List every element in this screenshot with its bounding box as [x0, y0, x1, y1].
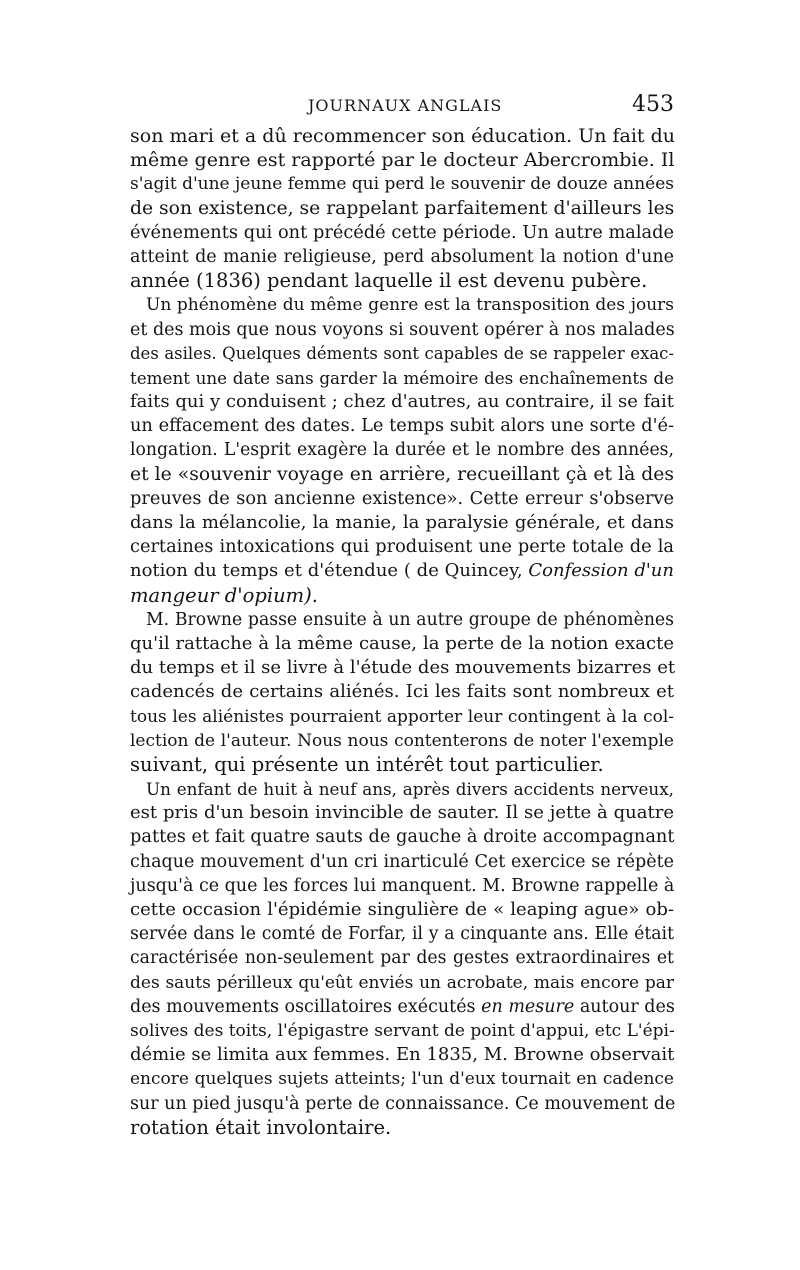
text-line: rotation était involontaire. — [130, 1115, 392, 1139]
text-line: faits qui y conduisent ; chez d'autres, au contraire, il se fait — [130, 391, 674, 413]
text-line: lection de l'auteur. Nous nous contenterons de noter l'exemple — [130, 730, 674, 751]
italic-phrase: en mesure — [481, 996, 575, 1017]
text-line-part: autour des — [579, 996, 675, 1017]
italic-citation: Confession d'un — [528, 560, 674, 582]
text-line: tement une date sans garder la mémoire des enchaînements de — [130, 367, 674, 388]
text-line: preuves de son ancienne existence». Cette erreur s'observe — [130, 488, 674, 509]
text-line: atteint de manie religieuse, perd absolument la notion d'une — [130, 246, 674, 267]
text-line: sur un pied jusqu'à perte de connaissance. Ce mouvement de — [130, 1093, 676, 1114]
text-line: démie se limita aux femmes. En 1835, M. Browne observait — [130, 1044, 675, 1066]
text-line: du temps et il se livre à l'étude des mouvements bizarres et — [130, 657, 676, 679]
text-line: des sauts périlleux qu'eût enviés un acrobate, mais encore par — [130, 972, 674, 993]
page-number: 453 — [632, 92, 674, 117]
text-line: même genre est rapporté par le docteur Abercrombie. Il — [130, 149, 675, 172]
text-line: servée dans le comté de Forfar, il y a cinquante ans. Elle était — [130, 924, 674, 945]
text-line: caractérisée non-seulement par des gestes extraordinaires et — [130, 948, 674, 969]
text-line: des asiles. Quelques déments sont capables de se rappeler exac- — [130, 343, 674, 363]
running-title: JOURNAUX ANGLAIS — [308, 96, 503, 115]
text-line: cadencés de certains aliénés. Ici les faits sont nombreux et — [130, 681, 674, 703]
text-line: pattes et fait quatre sauts de gauche à droite accompagnant — [130, 827, 675, 848]
text-line: tous les aliénistes pourraient apporter leur contingent à la col- — [130, 706, 674, 727]
text-line: son mari et a dû recommencer son éducation. Un fait du — [130, 125, 676, 147]
text-line: certaines intoxications qui produisent une perte totale de la — [130, 537, 674, 558]
text-line: est pris d'un besoin invincible de sauter. Il se jette à quatre — [130, 802, 674, 824]
page-header — [130, 92, 674, 122]
text-line: s'agit d'une jeune femme qui perd le souvenir de douze années — [130, 174, 674, 195]
text-line: cette occasion l'épidémie singulière de « leaping ague» ob- — [130, 899, 674, 920]
text-line-part: des mouvements oscillatoires exécutés — [130, 996, 476, 1017]
paragraph-start-line: Un enfant de huit à neuf ans, après divers accidents nerveux, — [146, 779, 674, 800]
text-line: année (1836) pendant laquelle il est devenu pubère. — [130, 269, 648, 293]
text-line: suivant, qui présente un intérêt tout particulier. — [130, 752, 604, 776]
paragraph-start-line: M. Browne passe ensuite à un autre groupe de phénomènes — [146, 609, 674, 630]
text-line: encore quelques sujets atteints; l'un d'eux tournait en cadence — [130, 1069, 674, 1090]
paragraph-start-line: Un phénomène du même genre est la transposition des jours — [146, 295, 674, 316]
text-line: de son existence, se rappelant parfaitement d'ailleurs les — [130, 197, 675, 219]
text-line: événements qui ont précédé cette période. Un autre malade — [130, 222, 674, 243]
text-line: et le «souvenir voyage en arrière, recueillant çà et là des — [130, 463, 674, 485]
italic-citation-end: mangeur d'opium). — [130, 583, 318, 607]
text-line: chaque mouvement d'un cri inarticulé Cet exercice se répète — [130, 851, 674, 872]
text-line: jusqu'à ce que les forces lui manquent. M. Browne rappelle à — [130, 875, 675, 896]
text-line-with-italic — [130, 995, 674, 1019]
text-line: longation. L'esprit exagère la durée et le nombre des années, — [130, 440, 674, 461]
text-line: et des mois que nous voyons si souvent opérer à nos malades — [130, 319, 675, 340]
text-line: qu'il rattache à la même cause, la perte de la notion exacte — [130, 632, 674, 654]
body-text — [130, 124, 674, 1140]
text-line-with-citation — [130, 559, 674, 583]
text-line-part: notion du temps et d'étendue ( de Quincey, — [130, 560, 523, 582]
text-line: un effacement des dates. Le temps subit alors une sorte d'é- — [130, 416, 674, 437]
text-line: solives des toits, l'épigastre servant de point d'appui, etc L'épi- — [130, 1020, 675, 1041]
text-line: dans la mélancolie, la manie, la paralysie générale, et dans — [130, 512, 674, 533]
